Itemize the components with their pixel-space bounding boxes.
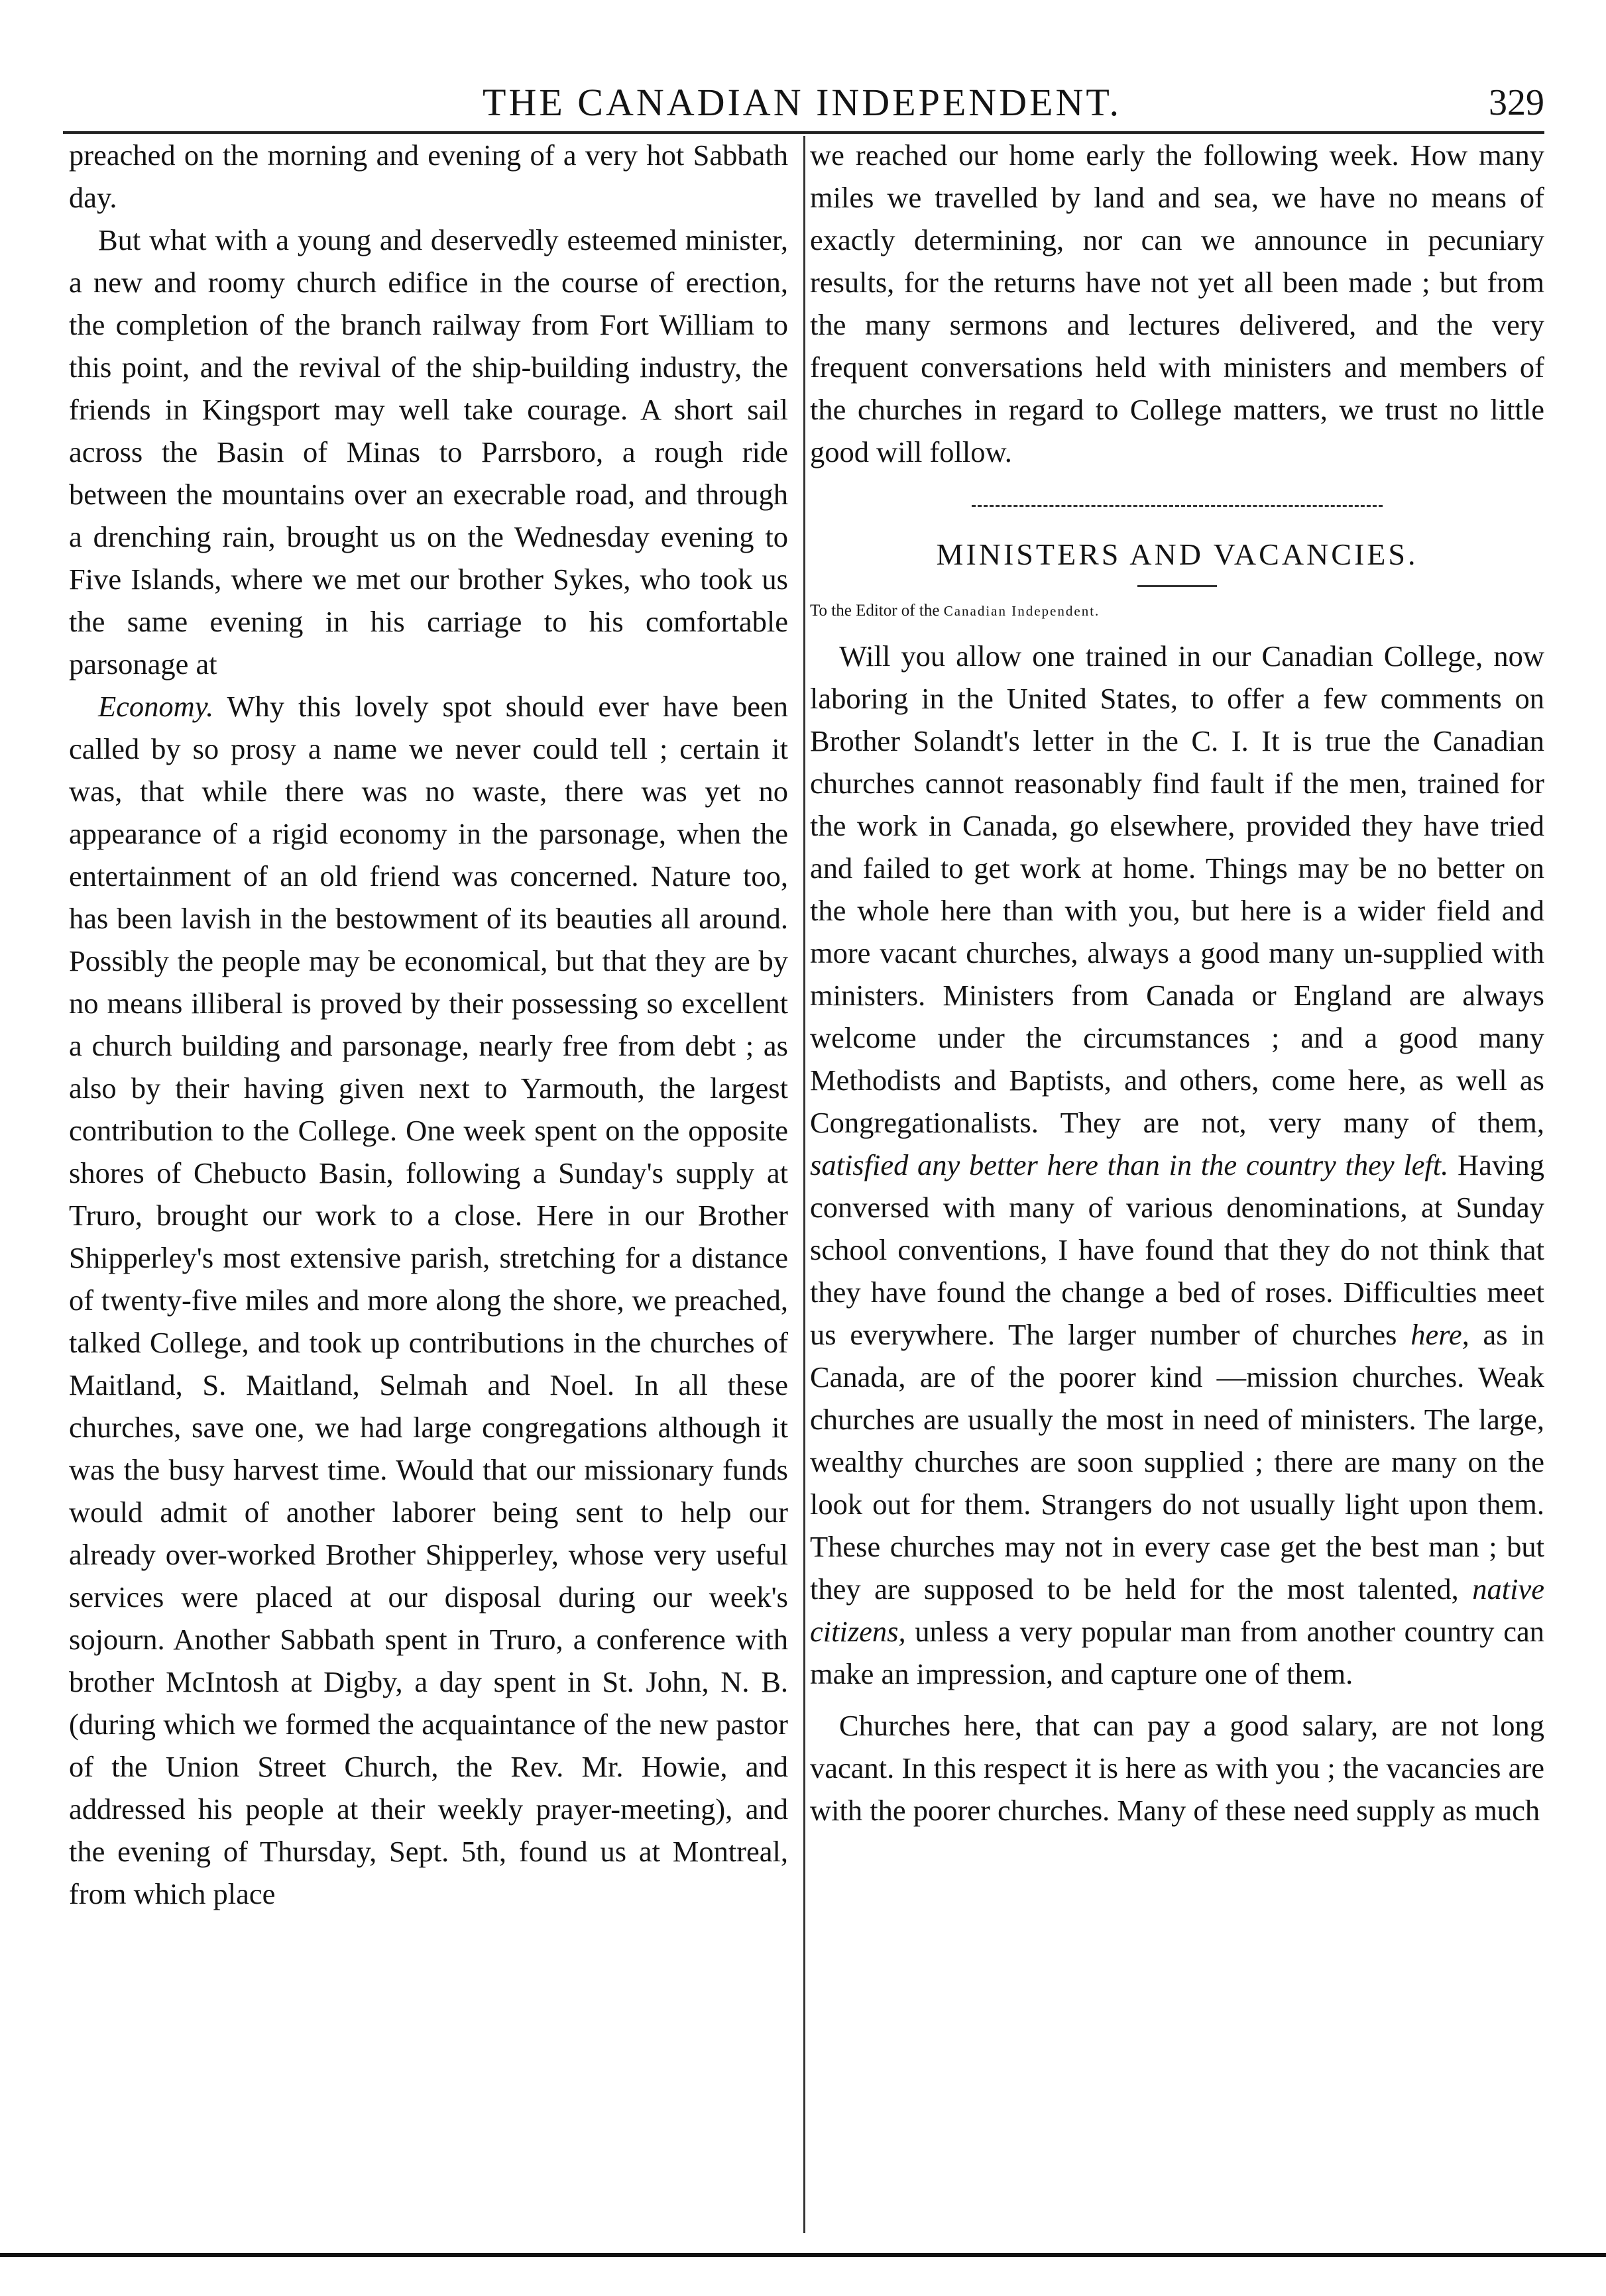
- right-paragraph-1: we reached our home early the following week. How many miles we travelled by land and sea, we have no means of exactly determining, nor can we announce in pecuniary results, for the returns have not yet all been made ; but from the many sermons and lectures delivered, and the very frequent conversations held with ministers and members of the churches in regard to College matters, we trust no little good will follow.: [810, 138, 1544, 468]
- italic-here: here,: [1410, 1318, 1469, 1351]
- section-separator: [972, 505, 1383, 507]
- italic-native-citizens: native citizens,: [810, 1572, 1544, 1648]
- column-divider: [803, 136, 805, 2233]
- section-title: MINISTERS AND VACANCIES.: [936, 537, 1418, 571]
- italic-satisfied: satisfied any better here than in the country they left.: [810, 1148, 1449, 1181]
- left-paragraph-1: preached on the morning and evening of a very hot Sabbath day.: [69, 138, 788, 214]
- journal-title: THE CANADIAN INDEPENDENT.: [483, 81, 1121, 124]
- left-paragraph-3: [69, 685, 788, 1915]
- left-column: [69, 134, 788, 1915]
- bottom-rule: [0, 2253, 1606, 2257]
- editor-prefix: To the Editor of the: [810, 602, 944, 620]
- left-paragraph-2: But what with a young and deservedly esteemed minister, a new and roomy church edifice in the course of erection, the completion of the branch railway from Fort William to this point, and the revival of the ship-building industry, the friends in Kingsport may well take courage. A short sail across the Basin of Minas to Parrsboro, a rough ride between the mountains over an execrable road, and through a drenching rain, brought us on the Wednesday evening to Five Islands, where we met our brother Sykes, who took us the same evening in his carriage to his comfortable parsonage at: [69, 223, 788, 681]
- right-column: [810, 134, 1544, 1831]
- right-paragraph-3: Churches here, that can pay a good salary, are not long vacant. In this respect it is here as with you ; the vacancies are with the poorer churches. Many of these need supply as much: [810, 1709, 1544, 1827]
- page-number: 329: [1489, 82, 1544, 123]
- italic-economy: Economy.: [98, 690, 214, 723]
- right-paragraph-2b: Having conversed with many of various denominations, at Sunday school conventions, I have found that they do not think that they have found the change a bed of roses. Difficulties meet us everywhere. The larger number of churches: [810, 1148, 1544, 1351]
- title-rule: [1137, 585, 1217, 587]
- right-paragraph-2a: Will you allow one trained in our Canadian College, now laboring in the United States, to offer a few comments on Brother Solandt's letter in the C. I. It is true the Canadian churches cannot reasonably find fault if the men, trained for the work in Canada, go elsewhere, provided they have tried and failed to get work at home. Things may be no better on the whole here than with you, but here is a wider field and more vacant churches, always a good many un-supplied with ministers. Ministers from Canada or England are always welcome under the circumstances ; and a good many Methodists and Baptists, and others, come here, as well as Congregationalists. They are not, very many of them,: [810, 639, 1544, 1139]
- left-paragraph-3-text: Why this lovely spot should ever have been called by so prosy a name we never could tell ; certain it was, that while there was no waste, there was yet no appearance of a rigid economy in the parsonage, when the entertainment of an old friend was concerned. Nature too, has been lavish in the bestowment of its beauties all around. Possibly the people may be economical, but that they are by no means illiberal is proved by their possessing so excellent a church building and parsonage, nearly free from debt ; as also by their having given next to Yarmouth, the largest contribution to the College. One week spent on the opposite shores of Chebucto Basin, following a Sunday's supply at Truro, brought our work to a close. Here in our Brother Shipperley's most extensive parish, stretching for a distance of twenty-five miles and more along the shore, we preached, talked College, and took up contributions in the churches of Maitland, S. Maitland, Selmah and Noel. In all these churches, save one, we had large congregations although it was the busy harvest time. Would that our missionary funds would admit of another laborer being sent to help our already over-worked Brother Shipperley, whose very useful services were placed at our disposal during our week's sojourn. Another Sabbath spent in Truro, a conference with brother McIntosh at Digby, a day spent in St. John, N. B. (during which we formed the acquaintance of the new pastor of the Union Street Church, the Rev. Mr. Howie, and addressed his people at their weekly prayer-meeting), and the evening of Thursday, Sept. 5th, found us at Montreal, from which place: [69, 690, 788, 1910]
- page-header: [60, 80, 1544, 133]
- right-paragraph-2c: as in Canada, are of the poorer kind —mission churches. Weak churches are usually the most in need of ministers. The large, wealthy churches are soon supplied ; there are many on the look out for them. Strangers do not usually light upon them. These churches may not in every case get the best man ; but they are supposed to be held for the most talented,: [810, 1318, 1544, 1606]
- right-paragraph-2d: unless a very popular man from another country can make an impression, and capture one of them.: [810, 1615, 1544, 1690]
- right-paragraph-2: [810, 635, 1544, 1695]
- editor-publication-name: Canadian Independent.: [943, 603, 1100, 619]
- editor-salutation: [810, 592, 1544, 629]
